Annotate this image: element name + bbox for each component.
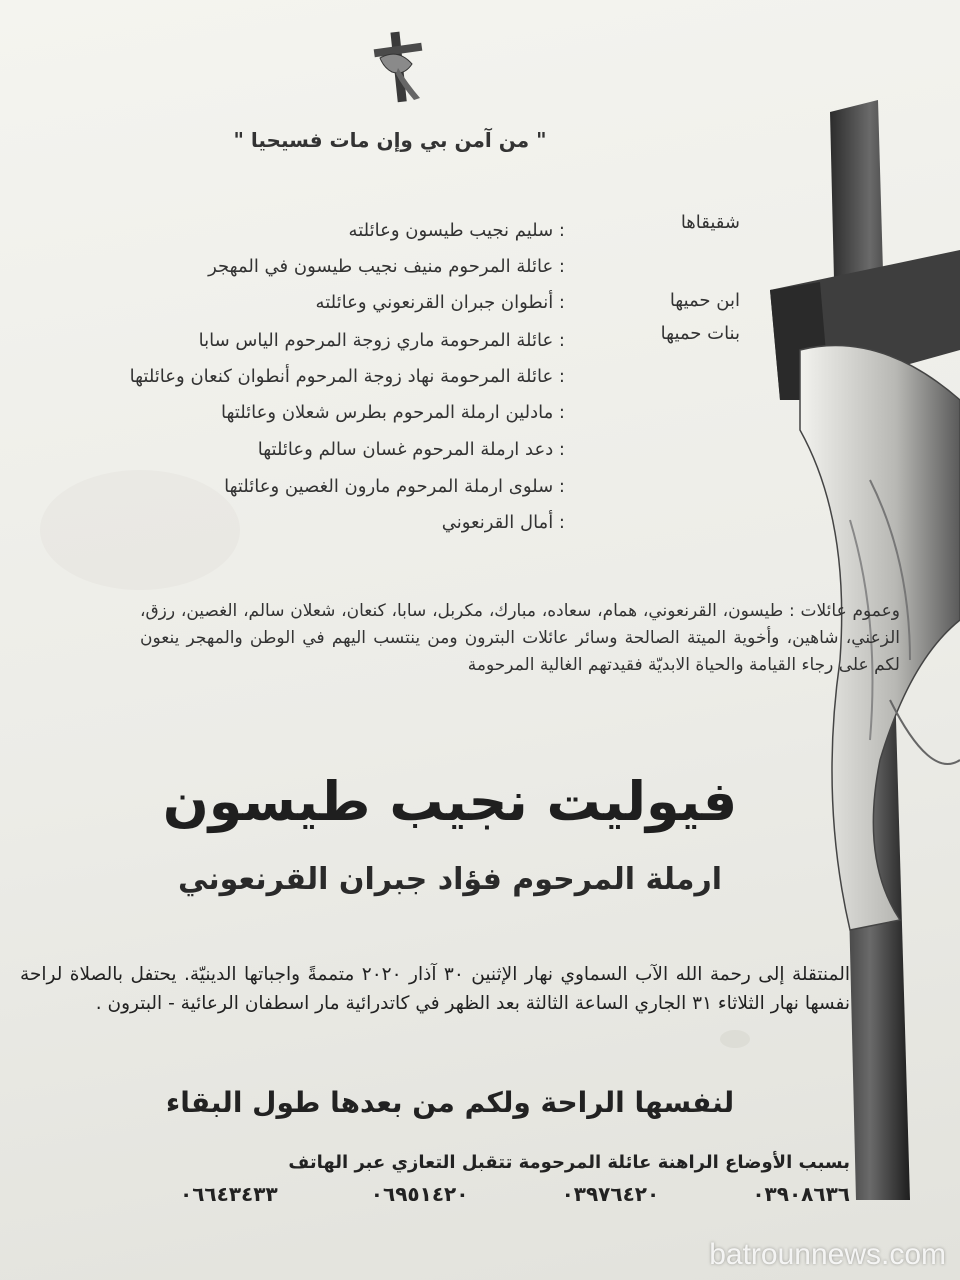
relation-label-siblings: شقيقاها <box>680 212 740 233</box>
condolence-notice: بسبب الأوضاع الراهنة عائلة المرحومة تتقبل التعازي عبر الهاتف <box>288 1152 850 1173</box>
deceased-name-heading: فيوليت نجيب طيسون <box>162 770 738 833</box>
relative-entry: : دعد ارملة المرحوم غسان سالم وعائلتها <box>257 439 565 460</box>
relative-entry: : مادلين ارملة المرحوم بطرس شعلان وعائلتها <box>221 402 565 423</box>
relative-entry: : عائلة المرحومة نهاد زوجة المرحوم أنطوان كنعان وعائلتها <box>129 366 565 387</box>
site-watermark: batrounnews.com <box>709 1238 946 1271</box>
phone-number: ٠٣٩٠٨٦٣٦ <box>752 1182 850 1206</box>
bible-verse: " من آمن بي وإن مات فسيحيا " <box>233 128 547 152</box>
families-paragraph: وعموم عائلات : طيسون، القرنعوني، همام، سعاده، مبارك، مكربل، سابا، كنعان، شعلان سالم، الغصين، رزق، الزعني، شاهين، وأخوية الميتة الصالحة وسائر عائلات البترون ومن ينتسب اليهم في الوطن والمهجر ينعون لكم على رجاء القيامة والحياة الابديّة فقيدتهم الغالية المرحومة <box>140 601 900 675</box>
relative-entry: : أنطوان جبران القرنعوني وعائلته <box>315 292 565 313</box>
phone-number: ٠٣٩٧٦٤٢٠ <box>561 1182 660 1206</box>
relation-label-sisters-in-law: بنات حميها <box>660 323 740 344</box>
relative-entry: : أمال القرنعوني <box>441 512 565 533</box>
relative-entry: : سلوى ارملة المرحوم مارون الغصين وعائلتها <box>224 476 565 497</box>
widow-of-subheading: ارملة المرحوم فؤاد جبران القرنعوني <box>177 862 723 897</box>
relative-entry: : عائلة المرحومة ماري زوجة المرحوم الياس سابا <box>198 330 565 351</box>
funeral-details-paragraph: المنتقلة إلى رحمة الله الآب السماوي نهار الإثنين ٣٠ آذار ٢٠٢٠ متممةً واجباتها الدينيّة. يحتفل بالصلاة لراحة نفسها نهار الثلاثاء ٣١ الجاري الساعة الثالثة بعد الظهر في كاتدرائية مار اسطفان الرعائية - البترون . <box>20 964 850 1014</box>
relative-entry: : عائلة المرحوم منيف نجيب طيسون في المهجر <box>208 256 565 277</box>
phone-numbers-row <box>180 1182 850 1206</box>
small-cross-icon <box>368 28 428 104</box>
phone-number: ٠٦٩٥١٤٢٠ <box>370 1182 469 1206</box>
blessing-line: لنفسها الراحة ولكم من بعدها طول البقاء <box>165 1086 735 1119</box>
relative-entry: : سليم نجيب طيسون وعائلته <box>348 220 565 241</box>
relation-label-brother-in-law: ابن حميها <box>669 290 740 311</box>
phone-number: ٠٦٦٤٣٤٣٣ <box>180 1182 278 1206</box>
